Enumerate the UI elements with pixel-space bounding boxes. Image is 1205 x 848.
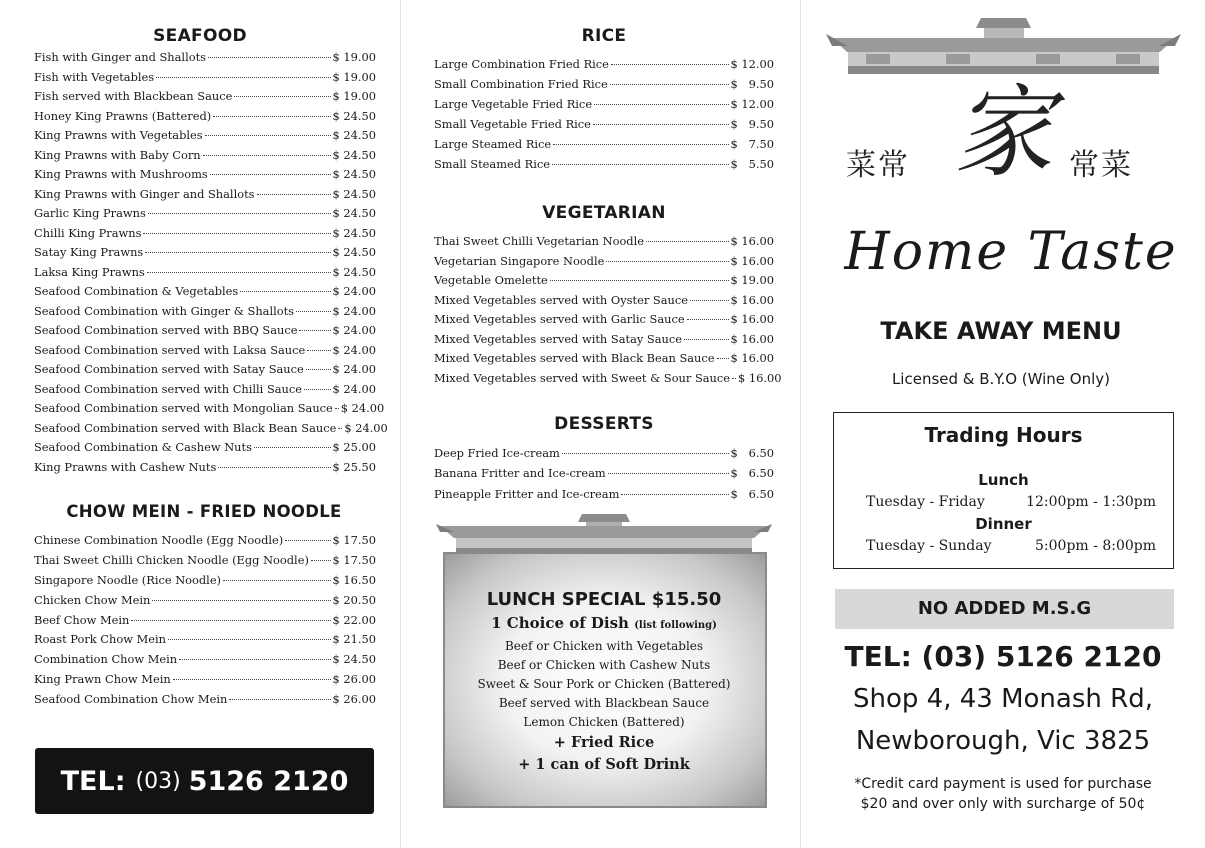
dot-leader: [254, 447, 331, 448]
dot-leader: [611, 64, 729, 65]
menu-item-name: Seafood Combination served with Laksa Sauce: [34, 342, 306, 357]
dot-leader: [550, 280, 729, 281]
lunch-option: Sweet & Sour Pork or Chicken (Battered): [477, 677, 731, 691]
menu-item-name: Seafood Combination served with Mongolian Sauce: [34, 401, 333, 415]
menu-item-price: $ 16.00: [730, 331, 774, 346]
menu-item-price: $ 24.00: [332, 362, 376, 376]
dot-leader: [234, 96, 330, 97]
menu-item: [34, 438, 376, 458]
menu-item: [34, 591, 376, 611]
menu-item-price: $ 24.50: [332, 167, 376, 181]
menu-item-name: King Prawn Chow Mein: [34, 672, 171, 687]
dot-leader: [285, 540, 330, 541]
menu-item-price: $ 24.50: [332, 147, 376, 162]
menu-item-price: $ 19.00: [332, 50, 376, 64]
dot-leader: [684, 339, 729, 340]
menu-item: [434, 154, 774, 174]
dot-leader: [732, 378, 736, 379]
menu-item-name: Seafood Combination served with Black Bean Sauce: [34, 420, 337, 435]
menu-item-price: $ 24.50: [332, 128, 376, 142]
dot-leader: [296, 311, 331, 312]
menu-item: [34, 185, 376, 205]
menu-item-name: King Prawns with Vegetables: [34, 128, 203, 142]
dot-leader: [213, 116, 330, 117]
menu-item-price: $ 24.00: [340, 401, 385, 415]
lunch-option: Beef or Chicken with Vegetables: [504, 639, 704, 653]
menu-item-name: Satay King Prawns: [34, 245, 144, 259]
dot-leader: [553, 144, 728, 145]
menu-item-price: $ 22.00: [332, 612, 376, 627]
menu-item-price: $ 21.50: [332, 632, 376, 647]
dot-leader: [608, 473, 729, 474]
rice-heading: RICE: [581, 26, 627, 46]
credit-note-line-1: *Credit card payment is used for purchase: [854, 776, 1152, 792]
trading-hours-title: Trading Hours: [924, 423, 1083, 447]
dot-leader: [240, 291, 330, 292]
menu-item: [34, 650, 376, 670]
dot-leader: [223, 580, 331, 581]
menu-item-price: $ 16.00: [730, 312, 774, 326]
menu-item-price: $ 24.50: [332, 108, 376, 123]
menu-item-price: $ 9.50: [730, 117, 774, 131]
menu-item-name: Fish with Ginger and Shallots: [34, 50, 206, 64]
lunch-add-rice: + Fried Rice: [553, 734, 655, 751]
panel-right: [800, 0, 1200, 848]
menu-item-name: Thai Sweet Chilli Vegetarian Noodle: [434, 234, 644, 248]
dot-leader: [621, 494, 728, 495]
dot-leader: [335, 408, 339, 409]
menu-item-name: Roast Pork Chow Mein: [34, 632, 166, 647]
menu-item: [34, 146, 376, 166]
menu-item: [434, 252, 774, 272]
dot-leader: [218, 467, 330, 468]
menu-item-name: King Prawns with Cashew Nuts: [34, 459, 217, 474]
menu-item-price: $ 16.00: [730, 292, 774, 307]
menu-item-price: $ 16.00: [730, 234, 774, 248]
menu-item: [34, 670, 376, 690]
menu-item-price: $ 12.00: [730, 97, 774, 111]
dot-leader: [168, 639, 331, 640]
lunch-special-choice: [434, 612, 774, 637]
menu-item-price: $ 24.50: [332, 225, 376, 240]
dot-leader: [552, 164, 729, 165]
menu-item-price: $ 24.00: [332, 381, 376, 396]
menu-item-name: Large Vegetable Fried Rice: [434, 97, 593, 111]
menu-item: [434, 443, 774, 463]
menu-item-price: $ 19.00: [332, 69, 376, 84]
lunch-days: Tuesday - Friday: [866, 494, 985, 510]
menu-item: [34, 399, 385, 419]
dot-leader: [687, 319, 729, 320]
dot-leader: [145, 252, 330, 253]
no-msg-banner: NO ADDED M.S.G: [835, 589, 1174, 629]
menu-item: [434, 349, 774, 369]
dot-leader: [229, 699, 330, 700]
menu-item-name: Chilli King Prawns: [34, 225, 142, 240]
menu-item-name: Honey King Prawns (Battered): [34, 108, 212, 123]
tel-area-code: (03): [135, 768, 181, 794]
menu-item: [34, 204, 376, 224]
chinese-text-left: 菜常: [846, 148, 910, 183]
menu-item-name: Large Combination Fried Rice: [434, 57, 609, 71]
dot-leader: [156, 77, 330, 78]
menu-item: [34, 302, 376, 322]
dot-leader: [610, 84, 729, 85]
dot-leader: [593, 124, 729, 125]
menu-item: [34, 341, 376, 361]
menu-item-name: Small Vegetable Fried Rice: [434, 117, 591, 131]
menu-item: [34, 611, 376, 631]
menu-item-price: $ 24.00: [332, 323, 376, 337]
address-line-2: Newborough, Vic 3825: [855, 726, 1151, 756]
menu-item-price: $ 24.00: [344, 420, 388, 435]
dinner-label: Dinner: [975, 515, 1032, 533]
menu-item: [434, 74, 774, 94]
take-away-menu-title: TAKE AWAY MENU: [880, 317, 1122, 345]
menu-item-name: Laksa King Prawns: [34, 264, 145, 279]
menu-item-name: King Prawns with Mushrooms: [34, 167, 208, 181]
chinese-text-right: 常菜: [1069, 148, 1133, 183]
dot-leader: [148, 213, 331, 214]
menu-item: [434, 134, 774, 154]
menu-item-price: $ 17.50: [332, 552, 376, 567]
menu-item-price: $ 19.00: [332, 89, 376, 103]
menu-item-name: Seafood Combination served with Satay Sauce: [34, 362, 304, 376]
menu-item-price: $ 6.50: [730, 486, 774, 501]
menu-item-name: Large Steamed Rice: [434, 137, 552, 151]
menu-item: [34, 165, 376, 185]
menu-item-name: Small Combination Fried Rice: [434, 77, 608, 91]
menu-item-name: Mixed Vegetables served with Garlic Sauce: [434, 312, 685, 326]
lunch-option: Beef served with Blackbean Sauce: [498, 696, 710, 710]
dot-leader: [562, 453, 729, 454]
dot-leader: [173, 679, 331, 680]
dot-leader: [311, 560, 331, 561]
menu-item-name: Mixed Vegetables served with Sweet & Sour Sauce: [434, 370, 730, 385]
menu-item-name: Chicken Chow Mein: [34, 592, 151, 607]
chinese-character-home: 家: [953, 74, 1053, 191]
menu-item-name: Seafood Combination & Cashew Nuts: [34, 440, 252, 454]
menu-item-price: $ 6.50: [730, 446, 774, 460]
menu-item: [434, 114, 774, 134]
menu-item: [34, 360, 376, 380]
licensed-note: Licensed & B.Y.O (Wine Only): [891, 370, 1111, 388]
menu-item-name: Vegetarian Singapore Noodle: [434, 253, 605, 268]
dot-leader: [179, 659, 330, 660]
menu-item-price: $ 25.00: [332, 440, 376, 454]
menu-item: [434, 310, 774, 330]
menu-item-name: Garlic King Prawns: [34, 206, 146, 220]
dot-leader: [203, 155, 331, 156]
menu-item-name: Chinese Combination Noodle (Egg Noodle): [34, 533, 284, 547]
lunch-special-content: [434, 588, 774, 776]
dot-leader: [152, 600, 330, 601]
dot-leader: [205, 135, 331, 136]
menu-item-name: Mixed Vegetables served with Black Bean Sauce: [434, 351, 715, 365]
menu-item-price: $ 16.00: [730, 351, 774, 365]
dot-leader: [299, 330, 330, 331]
menu-item-price: $ 12.00: [730, 57, 774, 71]
menu-item-name: Seafood Combination with Ginger & Shallots: [34, 303, 295, 318]
dot-leader: [304, 389, 331, 390]
menu-item-name: Seafood Combination Chow Mein: [34, 692, 228, 707]
menu-item-price: $ 26.00: [332, 692, 376, 707]
menu-item: [34, 87, 376, 107]
menu-item: [434, 463, 774, 483]
lunch-add-drink: + 1 can of Soft Drink: [518, 756, 690, 773]
trading-hours-box: [833, 412, 1174, 569]
menu-item: [34, 571, 376, 591]
menu-item: [34, 419, 388, 439]
menu-item: [434, 369, 782, 389]
tel-label: TEL:: [60, 765, 126, 797]
menu-item-name: Small Steamed Rice: [434, 157, 551, 171]
choice-text: 1 Choice of Dish: [491, 614, 629, 632]
dot-leader: [717, 358, 729, 359]
menu-item-name: Fish with Vegetables: [34, 69, 155, 84]
menu-item-name: Mixed Vegetables served with Satay Sauce: [434, 331, 682, 346]
menu-item-price: $ 16.50: [332, 572, 376, 587]
menu-item-price: $ 17.50: [332, 533, 376, 547]
lunch-time: 12:00pm - 1:30pm: [1026, 494, 1156, 510]
menu-item-name: Combination Chow Mein: [34, 652, 178, 667]
menu-item: [34, 243, 376, 263]
lunch-special-box: [434, 512, 774, 810]
menu-item: [434, 271, 774, 291]
lunch-hours-row: [866, 494, 1156, 510]
dot-leader: [208, 57, 331, 58]
vegetarian-list: [434, 232, 782, 388]
menu-item-price: $ 5.50: [730, 157, 774, 171]
menu-item: [34, 126, 376, 146]
menu-item: [434, 484, 774, 504]
dot-leader: [646, 241, 729, 242]
lunch-option: Beef or Chicken with Cashew Nuts: [497, 658, 711, 672]
menu-item: [34, 48, 376, 68]
menu-item: [34, 551, 376, 571]
panel-left: [0, 0, 400, 848]
dot-leader: [143, 233, 330, 234]
menu-item-price: $ 7.50: [730, 137, 774, 151]
menu-item-name: King Prawns with Baby Corn: [34, 147, 201, 162]
menu-item-name: Seafood Combination served with BBQ Sauce: [34, 323, 298, 337]
dot-leader: [306, 369, 331, 370]
menu-item: [434, 94, 774, 114]
address-line-1: Shop 4, 43 Monash Rd,: [853, 684, 1153, 714]
dot-leader: [257, 194, 331, 195]
lunch-label: Lunch: [978, 471, 1029, 489]
dot-leader: [338, 428, 342, 429]
menu-item-price: $ 19.00: [730, 273, 774, 287]
menu-item-name: Thai Sweet Chilli Chicken Noodle (Egg Noodle): [34, 552, 309, 567]
menu-item-name: Beef Chow Mein: [34, 612, 130, 627]
menu-item-price: $ 24.50: [332, 245, 376, 259]
menu-item-price: $ 24.50: [332, 206, 376, 220]
menu-item-price: $ 24.50: [332, 186, 376, 201]
dot-leader: [690, 300, 729, 301]
menu-item: [34, 531, 376, 551]
menu-item-price: $ 20.50: [332, 592, 376, 607]
restaurant-name: Home Taste: [844, 222, 1178, 282]
seafood-list: [34, 48, 388, 477]
menu-item-price: $ 9.50: [730, 77, 774, 91]
credit-card-note: [801, 774, 1205, 814]
dot-leader: [210, 174, 331, 175]
menu-item-name: Seafood Combination & Vegetables: [34, 284, 239, 298]
dot-leader: [606, 261, 728, 262]
menu-item-name: Vegetable Omelette: [434, 273, 548, 287]
menu-item: [34, 321, 376, 341]
menu-item-price: $ 24.00: [332, 284, 376, 298]
desserts-heading: DESSERTS: [554, 414, 654, 434]
lunch-option: Lemon Chicken (Battered): [523, 715, 685, 729]
menu-item: [434, 291, 774, 311]
menu-item: [34, 68, 376, 88]
menu-item: [34, 107, 376, 127]
rice-list: [434, 54, 774, 174]
menu-item-price: $ 25.50: [332, 459, 376, 474]
menu-item: [34, 224, 376, 244]
menu-item: [34, 282, 376, 302]
menu-item-name: Seafood Combination served with Chilli Sauce: [34, 381, 302, 396]
menu-item: [34, 630, 376, 650]
menu-item-price: $ 6.50: [730, 466, 774, 481]
menu-item-name: Singapore Noodle (Rice Noodle): [34, 572, 222, 587]
pagoda-roof-icon: [826, 16, 1181, 81]
menu-item-name: King Prawns with Ginger and Shallots: [34, 186, 255, 201]
chow-mein-list: [34, 531, 376, 710]
menu-item-price: $ 24.00: [332, 303, 376, 318]
menu-item-price: $ 16.00: [738, 370, 782, 385]
menu-item-name: Pineapple Fritter and Ice-cream: [434, 486, 620, 501]
lunch-options: [434, 637, 774, 732]
menu-item-name: Fish served with Blackbean Sauce: [34, 89, 233, 103]
menu-item-price: $ 24.50: [332, 264, 376, 279]
menu-item: [34, 690, 376, 710]
menu-item-name: Banana Fritter and Ice-cream: [434, 466, 606, 481]
telephone-number: TEL: (03) 5126 2120: [844, 640, 1162, 673]
dinner-hours-row: [866, 538, 1156, 554]
choice-note: (list following): [634, 620, 717, 631]
menu-item: [34, 263, 376, 283]
tel-number: 5126 2120: [188, 765, 349, 797]
menu-item: [434, 54, 774, 74]
desserts-list: [434, 443, 774, 504]
vegetarian-heading: VEGETARIAN: [542, 203, 666, 223]
dinner-time: 5:00pm - 8:00pm: [1035, 538, 1156, 554]
lunch-special-title: LUNCH SPECIAL $15.50: [486, 589, 722, 610]
menu-item-name: Deep Fried Ice-cream: [434, 446, 560, 460]
menu-item-price: $ 26.00: [332, 672, 376, 687]
menu-item: [34, 458, 376, 478]
menu-item-price: $ 24.50: [332, 652, 376, 667]
seafood-heading: SEAFOOD: [153, 26, 247, 46]
credit-note-line-2: $20 and over only with surcharge of 50¢: [860, 796, 1146, 812]
dot-leader: [131, 620, 330, 621]
dot-leader: [307, 350, 330, 351]
dinner-days: Tuesday - Sunday: [866, 538, 992, 554]
dot-leader: [594, 104, 728, 105]
telephone-banner: [35, 748, 374, 814]
panel-middle: [400, 0, 800, 848]
menu-item: [434, 330, 774, 350]
menu-item-price: $ 16.00: [730, 253, 774, 268]
menu-item: [34, 380, 376, 400]
chow-mein-heading: CHOW MEIN - FRIED NOODLE: [66, 502, 342, 521]
menu-item-name: Mixed Vegetables served with Oyster Sauce: [434, 292, 688, 307]
dot-leader: [147, 272, 331, 273]
menu-item: [434, 232, 774, 252]
menu-item-price: $ 24.00: [332, 342, 376, 357]
